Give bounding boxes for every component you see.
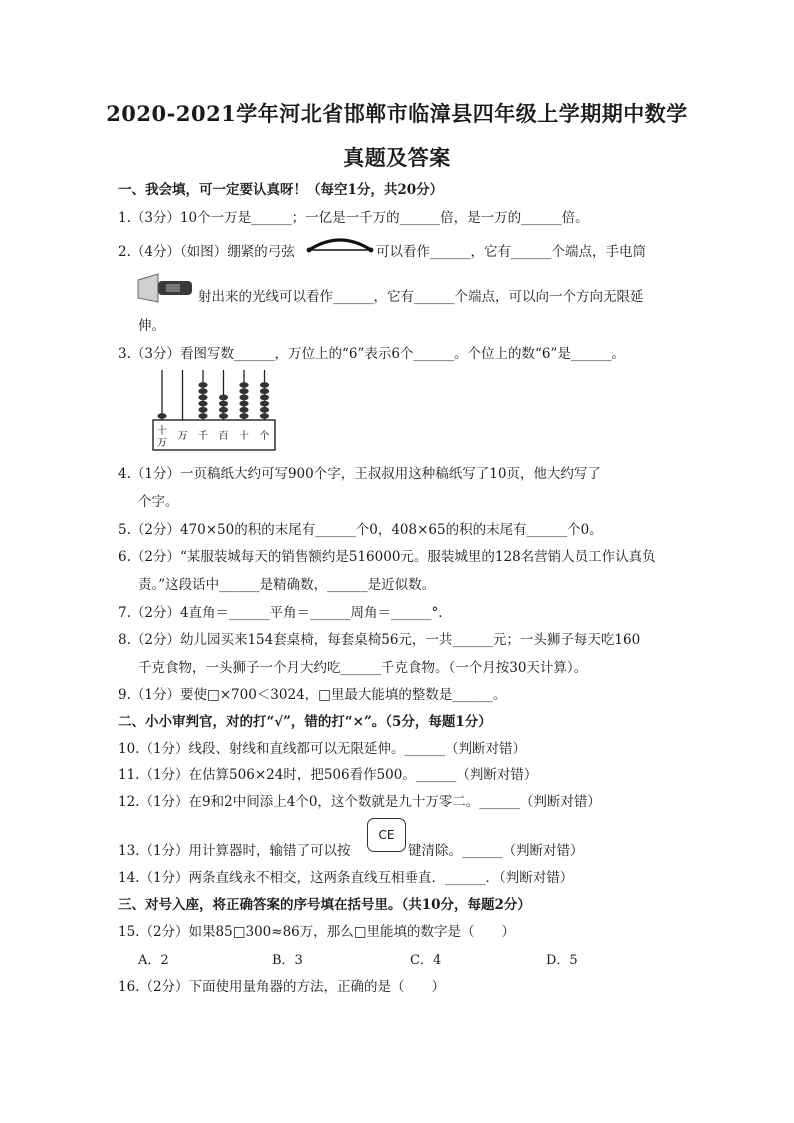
abacus-bead	[239, 413, 248, 419]
abacus-bead	[260, 407, 269, 413]
abacus-bead	[198, 388, 207, 394]
abacus-bead	[219, 413, 228, 419]
abacus-label: 百	[218, 431, 229, 442]
abacus-bead	[260, 401, 269, 407]
question-6-line2: 责。”这段话中______是精确数，______是近似数。	[138, 577, 436, 593]
ce-key-icon: CE	[367, 818, 406, 852]
abacus-bead	[198, 401, 207, 407]
abacus-bead	[239, 407, 248, 413]
abacus-figure	[152, 368, 277, 452]
question-13-part1: 13.（1分）用计算器时，输错了可以按	[118, 843, 351, 859]
abacus-bead	[219, 407, 228, 413]
question-2-part2: 可以看作______，它有______个端点，手电筒	[376, 244, 646, 260]
abacus-bead	[198, 395, 207, 401]
abacus-label: 十	[239, 431, 249, 442]
question-13-part2: 键清除。______（判断对错）	[408, 843, 584, 859]
page-title-line2: 真题及答案	[343, 145, 451, 170]
bow-string-icon	[306, 234, 374, 256]
abacus-label: 千	[198, 431, 208, 442]
question-15: 15.（2分）如果85□300≈86万，那么□里能填的数字是（ ）	[118, 924, 516, 940]
page-title-line1: 2020-2021学年河北省邯郸市临漳县四年级上学期期中数学	[106, 101, 688, 126]
section1-heading: 一、我会填，可一定要认真呀！（每空1分，共20分）	[118, 182, 444, 198]
question-15-option-a: A．2	[138, 953, 169, 968]
question-2-part1: 2.（4分）（如图）绷紧的弓弦	[118, 244, 295, 260]
question-7: 7.（2分）4直角＝______平角＝______周角＝______°.	[118, 605, 443, 621]
question-8-line1: 8.（2分）幼儿园买来154套桌椅，每套桌椅56元，一共______元；一头狮子每天吃160	[118, 632, 641, 648]
abacus-label: 万	[157, 438, 167, 449]
question-4-line2: 个字。	[138, 494, 179, 510]
question-9: 9.（1分）要使□×700＜3024，□里最大能填的整数是______。	[118, 687, 507, 703]
question-2-line3: 伸。	[138, 318, 165, 334]
question-14: 14.（1分）两条直线永不相交，这两条直线互相垂直．______．（判断对错）	[118, 870, 574, 886]
abacus-label: 个	[259, 431, 270, 442]
abacus-bead	[157, 413, 166, 419]
abacus-label: 万	[177, 431, 188, 442]
abacus-bead	[198, 413, 207, 419]
question-15-option-d: D．5	[546, 953, 578, 968]
abacus-bead	[239, 382, 248, 388]
abacus-bead	[260, 413, 269, 419]
question-12: 12.（1分）在9和2中间添上4个0，这个数就是九十万零二。______（判断对错）	[118, 794, 601, 810]
question-4-line1: 4.（1分）一页稿纸大约可写900个字，王叔叔用这种稿纸写了10页，他大约写了	[118, 466, 601, 482]
question-11: 11.（1分）在估算506×24时，把506看作500。______（判断对错）	[118, 767, 538, 783]
abacus-bead	[219, 401, 228, 407]
question-1: 1.（3分）10个一万是______；一亿是一千万的______倍，是一万的______倍。	[118, 210, 589, 226]
question-8-line2: 千克食物，一头狮子一个月大约吃______千克食物。（一个月按30天计算）。	[138, 660, 588, 676]
question-5: 5.（2分）470×50的积的末尾有______个0，408×65的积的末尾有______个0。	[118, 522, 603, 538]
question-2-line2: 射出来的光线可以看作______，它有______个端点，可以向一个方向无限延	[198, 289, 644, 305]
question-16: 16.（2分）下面使用量角器的方法，正确的是（ ）	[118, 979, 446, 995]
abacus-bead	[260, 388, 269, 394]
abacus-bead	[198, 382, 207, 388]
abacus-bead	[260, 382, 269, 388]
section3-heading: 三、对号入座，将正确答案的序号填在括号里。（共10分，每题2分）	[118, 897, 531, 913]
abacus-bead	[260, 395, 269, 401]
section2-heading: 二、小小审判官，对的打“√”，错的打“×”。（5分，每题1分）	[118, 714, 492, 730]
question-3: 3.（3分）看图写数______，万位上的“6”表示6个______。个位上的数“6”是______。	[118, 346, 625, 362]
question-15-option-c: C．4	[410, 953, 442, 968]
abacus-bead	[239, 388, 248, 394]
flashlight-icon	[136, 272, 196, 306]
abacus-bead	[239, 401, 248, 407]
question-6-line1: 6.（2分）“某服装城每天的销售额约是516000元。服装城里的128名营销人员工作认真负	[118, 549, 656, 565]
question-15-option-b: B．3	[272, 953, 303, 968]
abacus-bead	[239, 395, 248, 401]
abacus-label: 十	[157, 426, 167, 437]
question-10: 10.（1分）线段、射线和直线都可以无限延伸。______（判断对错）	[118, 741, 527, 757]
abacus-bead	[198, 407, 207, 413]
abacus-bead	[219, 395, 228, 401]
